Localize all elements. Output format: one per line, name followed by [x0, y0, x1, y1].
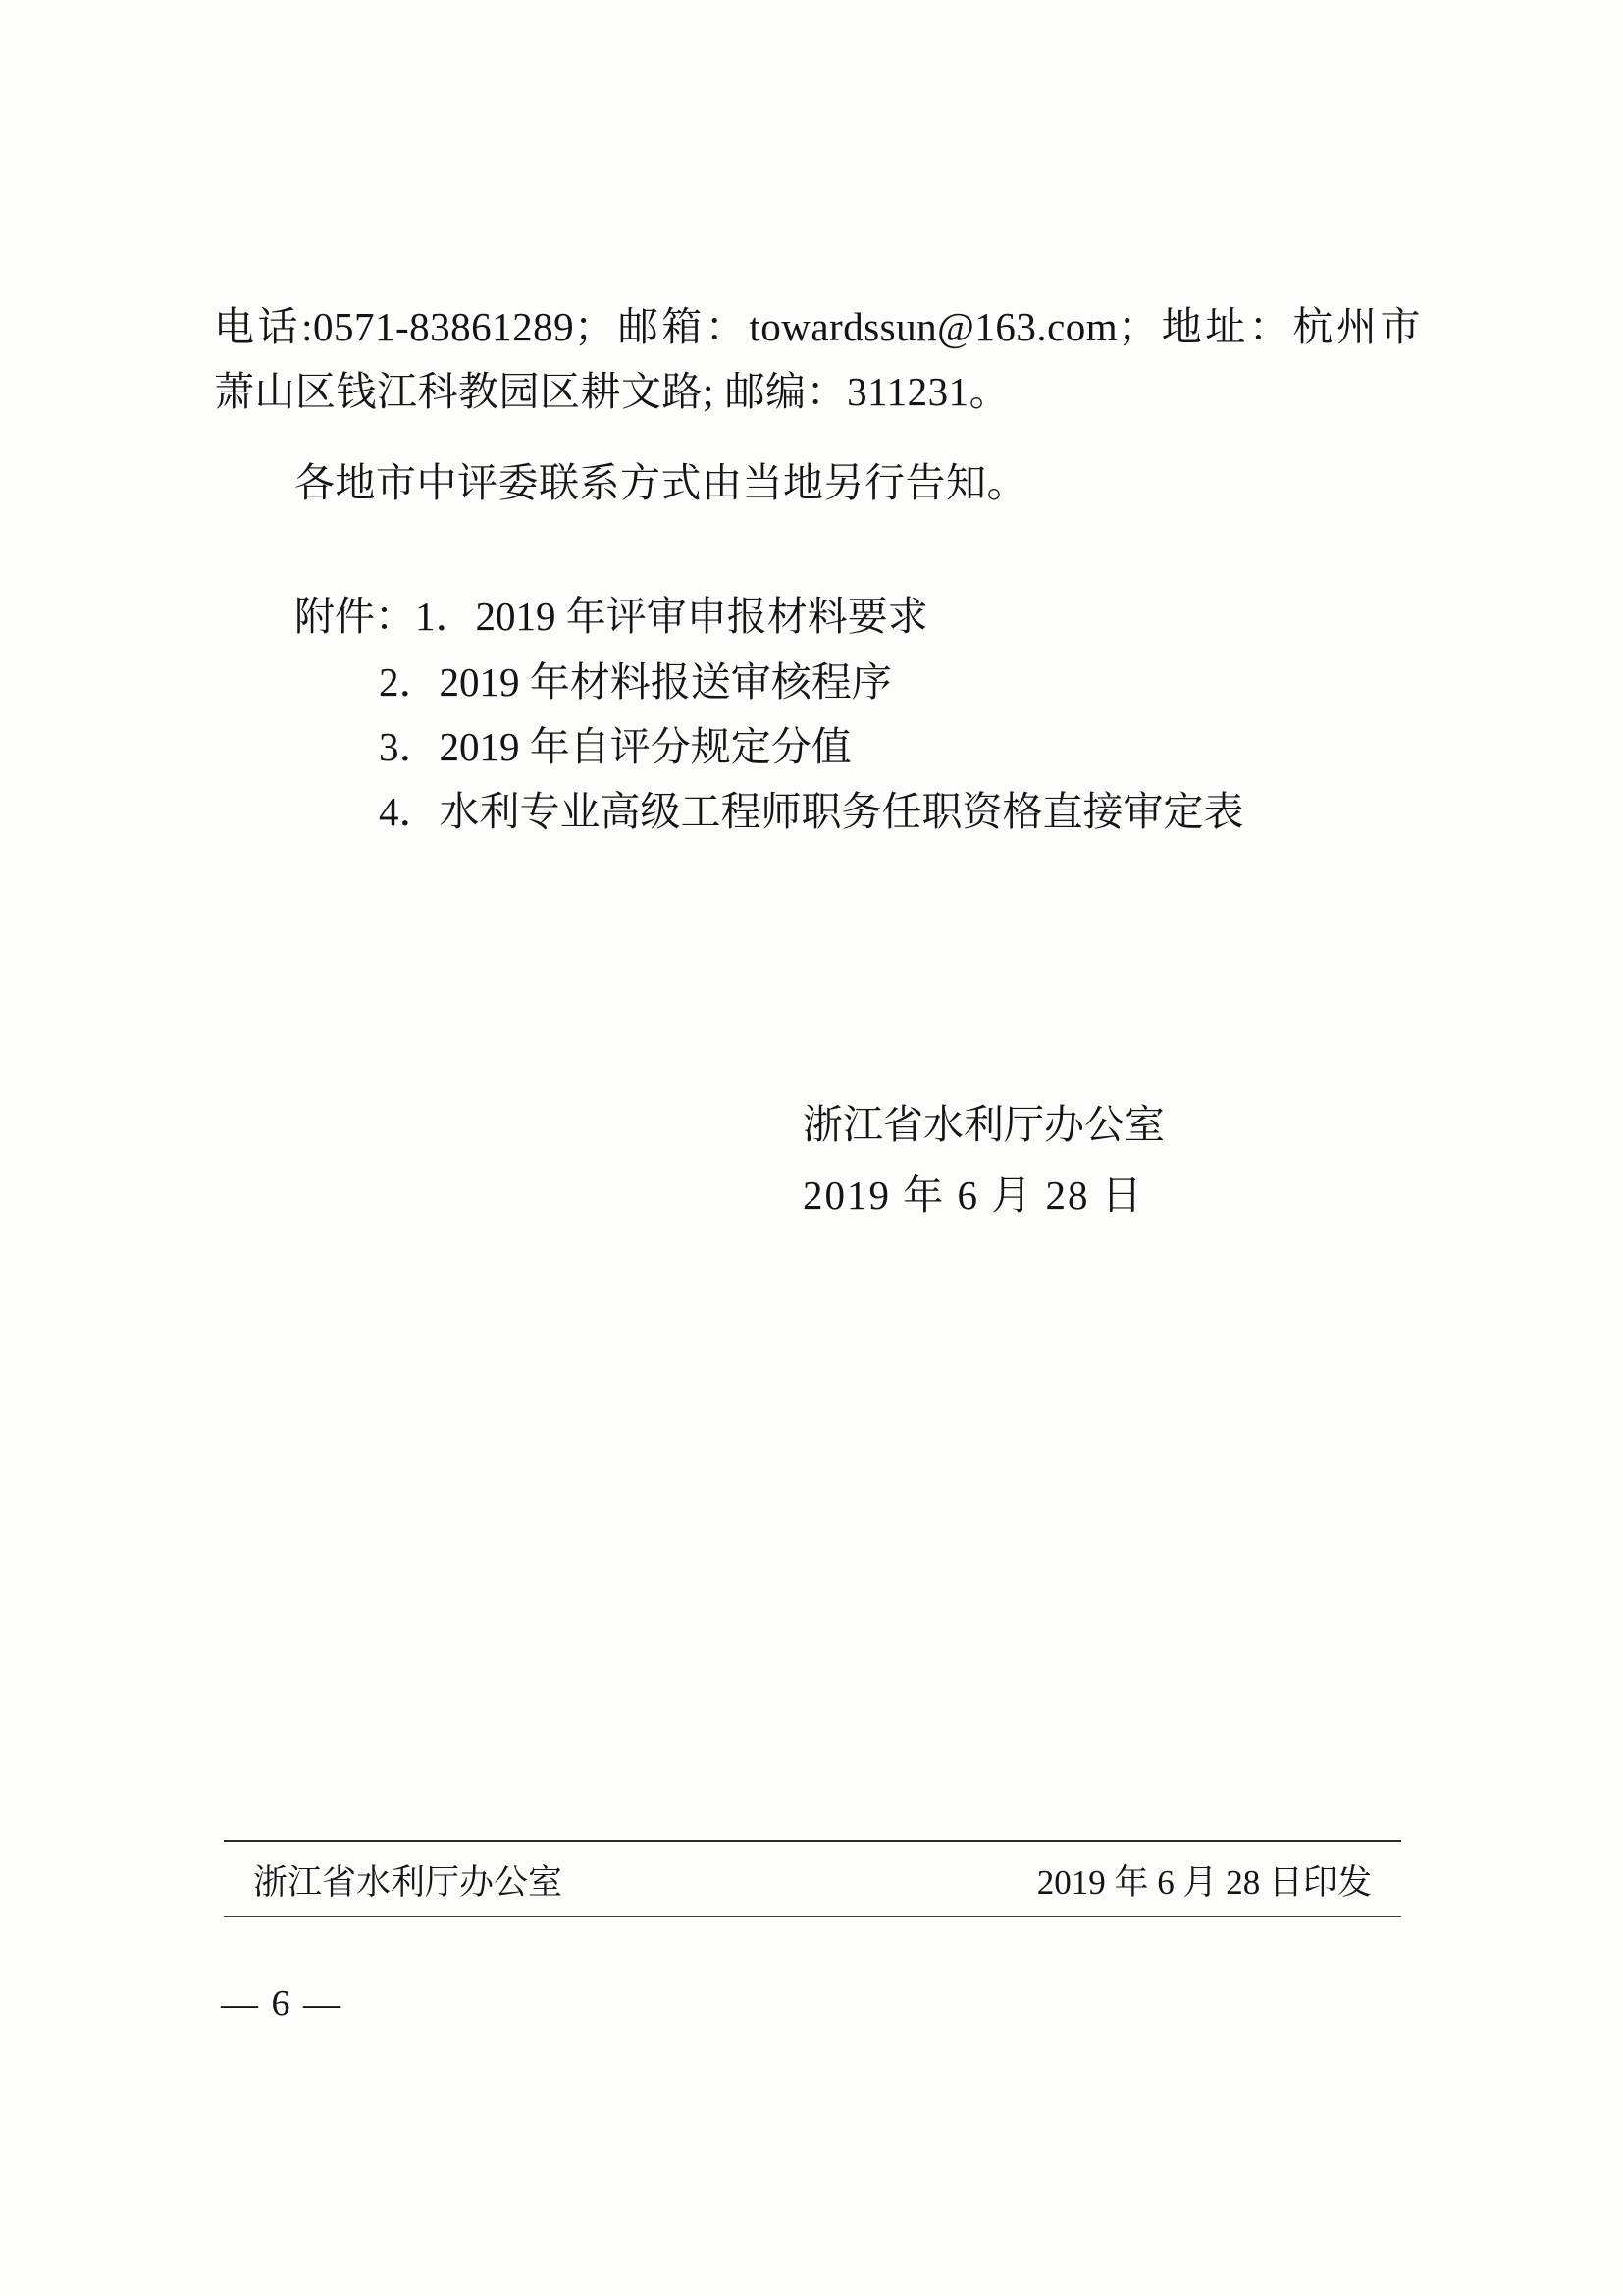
contact-paragraph: 电话:0571-83861289；邮箱：towardssun@163.com；地址：杭州市萧山区钱江科教园区耕文路; 邮编：311231。 [214, 304, 1421, 415]
footer-right-text: 2019 年 6 月 28 日印发 [1036, 1863, 1372, 1902]
attachment-item-4: 4．水利专业高级工程师职务任职资格直接审定表 [379, 789, 1244, 835]
footer-left-text: 浙江省水利厅办公室 [253, 1863, 563, 1902]
signature-organization: 浙江省水利厅办公室 [803, 1101, 1165, 1147]
notice-paragraph: 各地市中评委联系方式由当地另行告知。 [294, 459, 1027, 505]
page-number: — 6 — [221, 1983, 342, 2024]
spacer [214, 425, 1421, 450]
document-body [214, 294, 1421, 1230]
attachments-block [214, 584, 1421, 845]
attachment-item-1: 1．2019 年评审申报材料要求 [415, 594, 928, 640]
attachments-label-text: 附件： [294, 594, 415, 640]
attachment-item-3: 3．2019 年自评分规定分值 [379, 724, 852, 770]
footer-row [224, 1842, 1401, 1916]
signature-date: 2019 年 6 月 28 日 [803, 1172, 1144, 1218]
attachment-item-2: 2．2019 年材料报送审核程序 [379, 658, 892, 704]
footer-rule-bottom [224, 1916, 1401, 1917]
attachments-label [214, 584, 1421, 649]
page-footer [224, 1840, 1401, 1917]
signature-block [214, 1090, 1421, 1231]
